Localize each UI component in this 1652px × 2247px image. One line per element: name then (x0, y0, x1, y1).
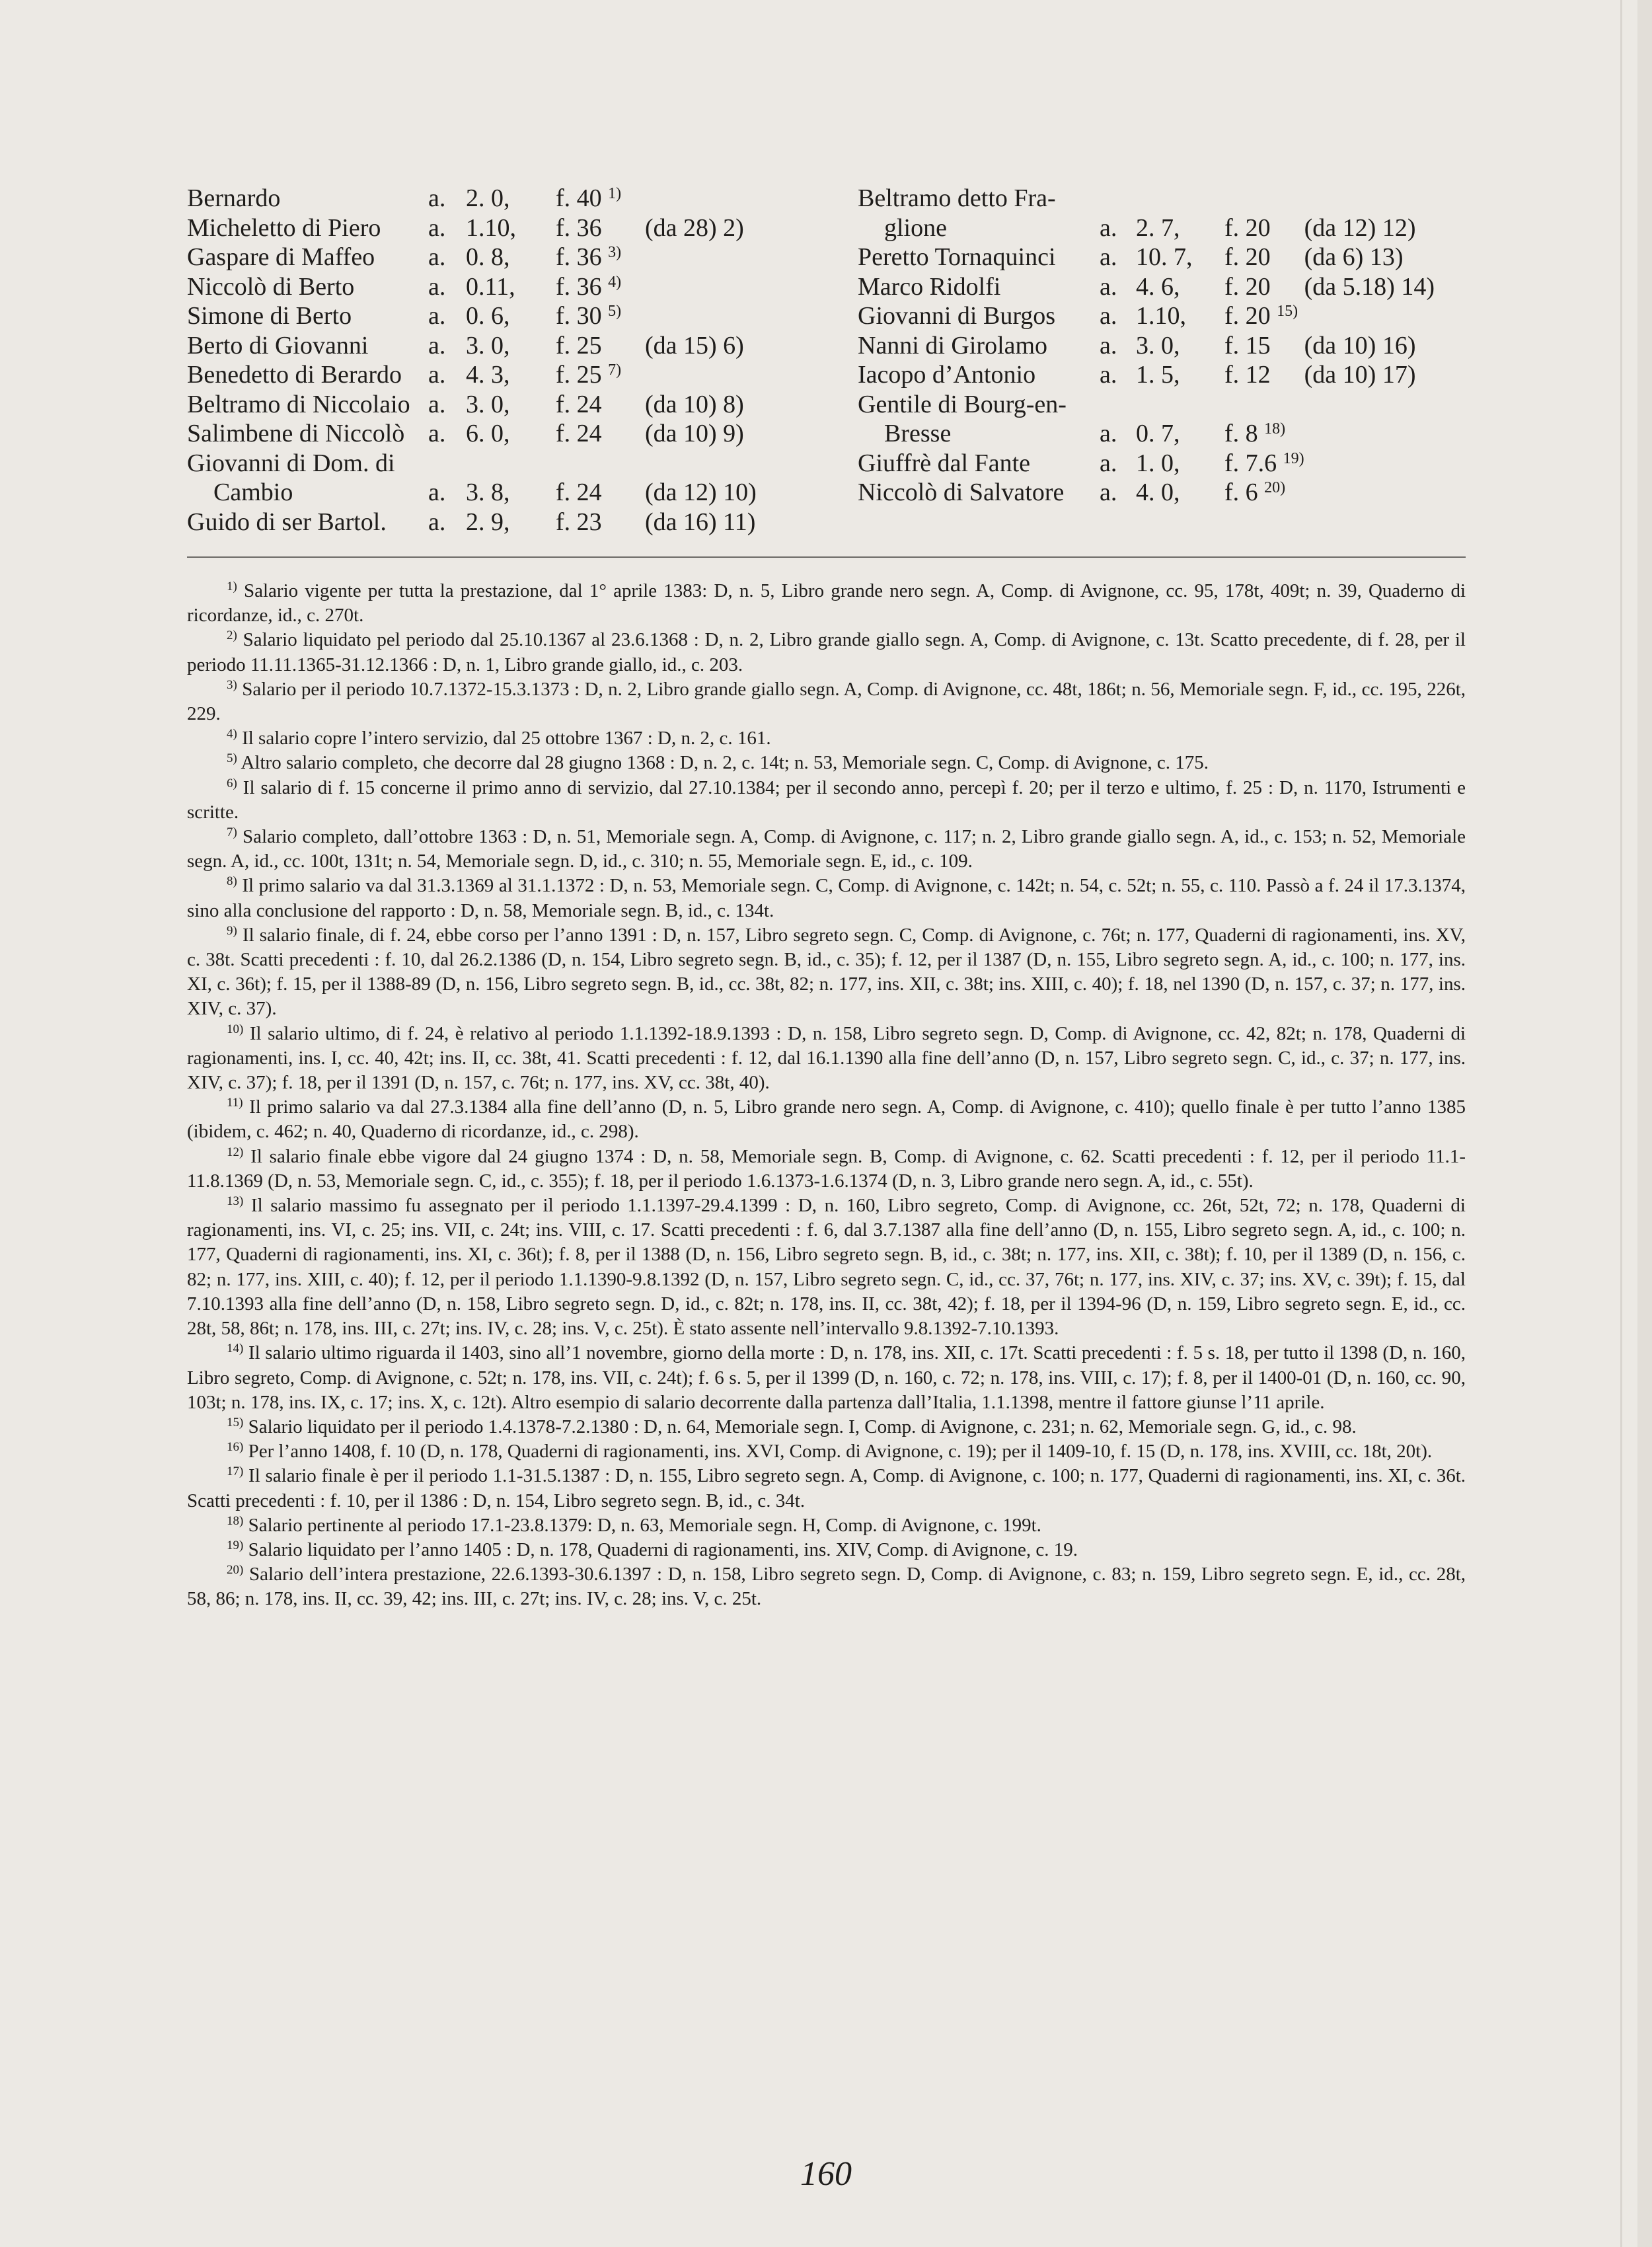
salary-value: f. 12 (1224, 361, 1271, 389)
years-prefix: a. (1100, 361, 1117, 389)
starting-salary: (da 10) 9) (645, 420, 744, 447)
salary-florins (1224, 301, 1304, 331)
table-row (858, 360, 1435, 390)
table-row (858, 449, 1435, 478)
footnote-number: 3) (227, 677, 237, 692)
employee-name: glione (884, 213, 947, 242)
service-duration (1136, 184, 1224, 213)
footnote (187, 1415, 1466, 1439)
footnote (187, 1194, 1466, 1341)
footnotes (187, 579, 1466, 1612)
salary-value: f. 24 (556, 478, 602, 506)
employee-name: Salimbene di Niccolò (187, 420, 405, 447)
years-prefix: a. (1100, 302, 1117, 330)
footnote-ref: 4) (608, 273, 622, 291)
starting-salary (1304, 390, 1435, 420)
service-duration: 10. 7, (1136, 243, 1193, 271)
footnote-ref: 5) (608, 303, 622, 320)
starting-salary (1304, 184, 1435, 213)
footnote (187, 1562, 1466, 1611)
table-row (187, 301, 757, 331)
footnote (187, 1022, 1466, 1096)
footnote-number: 17) (227, 1465, 244, 1479)
salary-table-left (187, 184, 757, 537)
starting-salary (645, 449, 757, 478)
footnote-number: 8) (227, 874, 237, 889)
employee-name: Niccolò di Salvatore (858, 478, 1065, 506)
footnote-text: Salario dell’intera prestazione, 22.6.1393-30.6.1397 : D, n. 158, Libro segreto segn. D, Comp. di Avignone, c. 83; n. 159, Libro segreto segn. E, id., cc. 28t, 58, 86; n. 178, ins. II, cc. 39, 42; ins. III, c. 27t; ins. IV, c. 28; ins. V, c. 25t. (187, 1564, 1466, 1610)
footnote-text: Il salario ultimo, di f. 24, è relativo al periodo 1.1.1392-18.9.1393 : D, n. 158, Libro segreto segn. D, Comp. di Avignone, cc. 42, 82t; n. 178, Quaderni di ragionamenti, ins. I, cc. 40, 42t; ins. II, cc. 38t, 41. Scatti precedenti : f. 12, dal 16.1.1390 alla fine dell’anno (D, n. 157, Libro segreto segn. C, id., c. 37; n. 177, ins. XIV, c. 37); f. 18, per il 1391 (D, n. 157, c. 76t; n. 177, ins. XV, cc. 38t, 40). (187, 1022, 1466, 1094)
salary-florins (1224, 331, 1304, 361)
years-prefix: a. (428, 420, 446, 447)
salary-value: f. 24 (556, 420, 602, 447)
salary-value: f. 7.6 (1224, 449, 1277, 477)
footnote-number: 20) (227, 1563, 244, 1578)
footnote (187, 1095, 1466, 1144)
years-prefix: a. (428, 390, 446, 418)
employee-name: Beltramo di Niccolaio (187, 390, 410, 418)
service-duration: 4. 6, (1136, 272, 1180, 301)
service-duration: 2. 9, (466, 508, 510, 536)
footnote (187, 1538, 1466, 1562)
starting-salary: (da 12) 12) (1304, 213, 1416, 242)
service-duration: 0. 6, (466, 302, 510, 330)
starting-salary: (da 15) 6) (645, 331, 744, 360)
salary-florins (556, 272, 645, 302)
salary-value: f. 30 (556, 302, 602, 330)
starting-salary (1304, 301, 1435, 331)
footnote-ref: 3) (608, 244, 622, 261)
footnote (187, 751, 1466, 775)
service-duration (1136, 390, 1224, 420)
starting-salary (645, 301, 757, 331)
salary-value: f. 6 (1224, 478, 1258, 506)
employee-name: Bernardo (187, 184, 281, 212)
employee-name: Gentile di Bourg-en- (858, 390, 1067, 418)
page-number: 160 (800, 2155, 852, 2193)
footnote-text: Il primo salario va dal 31.3.1369 al 31.1.1372 : D, n. 53, Memoriale segn. C, Comp. di Avignone, c. 142t; n. 54, c. 52t; n. 55, c. 110. Passò a f. 24 il 17.3.1374, sino alla conclusione del rapporto : D, n. 58, Memoriale segn. B, id., c. 134t. (187, 875, 1466, 921)
employee-name: Marco Ridolfi (858, 272, 1001, 301)
table-row (187, 360, 757, 390)
footnote-ref: 7) (608, 362, 622, 379)
table-row (187, 243, 757, 272)
footnote-text: Salario pertinente al periodo 17.1-23.8.1379: D, n. 63, Memoriale segn. H, Comp. di Avignone, c. 199t. (248, 1514, 1041, 1536)
salary-florins (1224, 272, 1304, 302)
table-row (187, 272, 757, 302)
footnote-text: Salario liquidato pel periodo dal 25.10.1367 al 23.6.1368 : D, n. 2, Libro grande giallo segn. A, Comp. di Avignone, c. 13t. Scatto precedente, di f. 28, per il periodo 11.11.1365-31.12.1366 : D, n. 1, Libro grande giallo, id., c. 203. (187, 629, 1466, 675)
table-row (858, 478, 1435, 508)
page-fold (1620, 0, 1622, 2247)
starting-salary (1304, 419, 1435, 449)
years-prefix: a. (1100, 213, 1117, 242)
table-row (858, 390, 1435, 420)
footnote-number: 11) (227, 1096, 243, 1110)
salary-value: f. 15 (1224, 331, 1271, 360)
service-duration: 3. 8, (466, 478, 510, 506)
years-prefix: a. (428, 243, 446, 271)
employee-name: Giovanni di Burgos (858, 302, 1056, 330)
starting-salary: (da 10) 16) (1304, 331, 1416, 360)
footnote (187, 726, 1466, 751)
table-row (187, 449, 757, 478)
footnote-text: Il salario finale ebbe vigore dal 24 giugno 1374 : D, n. 58, Memoriale segn. B, Comp. di Avignone, c. 62. Scatti precedenti : f. 12, per il periodo 11.1-11.8.1369 (D, n. 53, Memoriale segn. C, id., c. 355); f. 18, per il periodo 1.6.1373-1.6.1374 (D, n. 3, Libro grande nero segn. A, id., c. 55t). (187, 1145, 1466, 1192)
service-duration: 2. 7, (1136, 213, 1180, 242)
footnote-text: Il salario finale, di f. 24, ebbe corso per l’anno 1391 : D, n. 157, Libro segreto segn. C, Comp. di Avignone, c. 76t; n. 177, Quaderni di ragionamenti, ins. XV, c. 38t. Scatti precedenti : f. 10, dal 26.2.1386 (D, n. 154, Libro segreto segn. B, id., c. 35); f. 12, per il 1387 (D, n. 155, Libro segreto segn. A, id., c. 100; n. 177, ins. XI, c. 36t); f. 15, per il 1388-89 (D, n. 156, Libro segreto segn. B, id., cc. 38t, 82; n. 177, ins. XII, c. 38t; ins. XIII, c. 40); f. 18, nel 1390 (D, n. 157, c. 37; n. 177, ins. XIV, c. 37). (187, 924, 1466, 1020)
years-prefix: a. (428, 213, 446, 242)
years-prefix: a. (428, 184, 446, 212)
footnote-number: 12) (227, 1145, 244, 1159)
employee-name: Bresse (884, 420, 952, 447)
salary-florins (556, 508, 645, 537)
footnote-text: Salario liquidato per il periodo 1.4.1378-7.2.1380 : D, n. 64, Memoriale segn. I, Comp. di Avignone, c. 231; n. 62, Memoriale segn. G, id., c. 98. (248, 1416, 1357, 1437)
salary-florins (556, 390, 645, 420)
footnote-number: 5) (227, 751, 237, 766)
years-prefix: a. (1100, 243, 1117, 271)
footnote (187, 1464, 1466, 1513)
page-edge (1637, 0, 1652, 2247)
employee-name: Giovanni di Dom. di (187, 449, 395, 477)
years-prefix (428, 449, 466, 478)
salary-value: f. 25 (556, 361, 602, 389)
footnote-number: 1) (227, 580, 237, 593)
table-row (858, 213, 1435, 243)
salary-florins (1224, 243, 1304, 272)
years-prefix (1100, 390, 1136, 420)
salary-florins (556, 419, 645, 449)
table-row (187, 478, 757, 508)
salary-florins (556, 243, 645, 272)
starting-salary: (da 5.18) 14) (1304, 272, 1435, 301)
footnote (187, 1341, 1466, 1415)
salary-florins (556, 360, 645, 390)
employee-name: Nanni di Girolamo (858, 331, 1048, 360)
salary-value: f. 20 (1224, 213, 1271, 242)
service-duration: 1. 5, (1136, 361, 1180, 389)
salary-florins (1224, 449, 1304, 478)
footnote-ref: 18) (1264, 420, 1286, 438)
service-duration: 1.10, (466, 213, 516, 242)
starting-salary: (da 16) 11) (645, 508, 756, 536)
starting-salary (1304, 449, 1435, 478)
employee-name: Iacopo d’Antonio (858, 361, 1036, 389)
footnote-number: 2) (227, 628, 237, 643)
years-prefix: a. (428, 508, 446, 536)
table-row (858, 272, 1435, 302)
employee-name: Peretto Tornaquinci (858, 243, 1056, 271)
table-row (858, 243, 1435, 272)
footnote-text: Il salario di f. 15 concerne il primo anno di servizio, dal 27.10.1384; per il secondo anno, percepì f. 20; per il terzo e ultimo, f. 25 : D, n. 1170, Istrumenti e scritte. (187, 777, 1466, 823)
table-row (187, 184, 757, 213)
starting-salary: (da 10) 17) (1304, 361, 1416, 389)
footnote-text: Salario completo, dall’ottobre 1363 : D, n. 51, Memoriale segn. A, Comp. di Avignone, c. 117; n. 2, Libro grande giallo segn. A, id., c. 153; n. 52, Memoriale segn. A, id., cc. 100t, 131t; n. 54, Memoriale segn. D, id., c. 310; n. 55, Memoriale segn. E, id., c. 109. (187, 826, 1466, 872)
starting-salary (645, 243, 757, 272)
salary-value: f. 36 (556, 243, 602, 271)
salary-florins (556, 331, 645, 361)
years-prefix: a. (1100, 478, 1117, 506)
service-duration: 0. 7, (1136, 420, 1180, 447)
footnote (187, 1513, 1466, 1538)
years-prefix: a. (428, 331, 446, 360)
salary-value: f. 36 (556, 213, 602, 242)
salary-florins (1224, 184, 1304, 213)
salary-value: f. 8 (1224, 420, 1258, 447)
salary-florins (1224, 390, 1304, 420)
salary-florins (556, 184, 645, 213)
service-duration: 3. 0, (466, 390, 510, 418)
footnote-text: Per l’anno 1408, f. 10 (D, n. 178, Quaderni di ragionamenti, ins. XVI, Comp. di Avignone, c. 19); per il 1409-10, f. 15 (D, n. 178, ins. XVIII, cc. 18t, 20t). (248, 1441, 1433, 1463)
footnote-ref: 15) (1277, 303, 1298, 320)
salary-value: f. 24 (556, 390, 602, 418)
years-prefix: a. (1100, 272, 1117, 301)
footnote (187, 677, 1466, 726)
years-prefix: a. (428, 302, 446, 330)
table-row (858, 301, 1435, 331)
service-duration: 1. 0, (1136, 449, 1180, 477)
years-prefix: a. (1100, 420, 1117, 447)
footnote-text: Salario liquidato per l’anno 1405 : D, n. 178, Quaderni di ragionamenti, ins. XIV, Comp. di Avignone, c. 19. (248, 1539, 1078, 1560)
service-duration: 3. 0, (466, 331, 510, 360)
salary-value: f. 20 (1224, 243, 1271, 271)
service-duration: 6. 0, (466, 420, 510, 447)
salary-value: f. 40 (556, 184, 602, 212)
starting-salary: (da 28) 2) (645, 213, 744, 242)
years-prefix: a. (1100, 331, 1117, 360)
service-duration: 0. 8, (466, 243, 510, 271)
footnote-text: Il primo salario va dal 27.3.1384 alla fine dell’anno (D, n. 5, Libro grande nero segn. A, Comp. di Avignone, c. 410); quello finale è per tutto l’anno 1385 (ibidem, c. 462; n. 40, Quaderno di ricordanze, id., c. 298). (187, 1096, 1466, 1143)
footnote (187, 923, 1466, 1022)
footnote-text: Salario vigente per tutta la prestazione, dal 1° aprile 1383: D, n. 5, Libro grande nero segn. A, Comp. di Avignone, cc. 95, 178t, 409t; n. 39, Quaderno di ricordanze, id., c. 270t. (187, 580, 1466, 627)
starting-salary (645, 272, 757, 302)
footnote (187, 1145, 1466, 1194)
years-prefix: a. (1100, 449, 1117, 477)
employee-name: Benedetto di Berardo (187, 361, 402, 389)
footnote-number: 10) (227, 1022, 244, 1036)
years-prefix: a. (428, 361, 446, 389)
footnote-number: 18) (227, 1513, 244, 1528)
service-duration: 4. 0, (1136, 478, 1180, 506)
footnote-text: Altro salario completo, che decorre dal 28 giugno 1368 : D, n. 2, c. 14t; n. 53, Memoriale segn. C, Comp. di Avignone, c. 175. (241, 752, 1209, 774)
employee-name: Niccolò di Berto (187, 272, 355, 301)
salary-value: f. 36 (556, 272, 602, 301)
footnote-rule (187, 556, 1466, 558)
salary-florins (556, 478, 645, 508)
service-duration: 1.10, (1136, 302, 1186, 330)
starting-salary (1304, 478, 1435, 508)
footnote-text: Salario per il periodo 10.7.1372-15.3.1373 : D, n. 2, Libro grande giallo segn. A, Comp. di Avignone, cc. 48t, 186t; n. 56, Memoriale segn. F, id., cc. 195, 226t, 229. (187, 678, 1466, 725)
table-row (187, 508, 757, 537)
footnote-ref: 19) (1283, 449, 1304, 467)
salary-florins (1224, 478, 1304, 508)
employee-name: Beltramo detto Fra- (858, 184, 1056, 212)
footnote-text: Il salario ultimo riguarda il 1403, sino all’1 novembre, giorno della morte : D, n. 178, ins. XII, c. 17t. Scatti precedenti : f. 5 s. 18, per tutto il 1398 (D, n. 160, Libro segreto, Comp. di Avignone, c. 52t; n. 178, ins. VII, c. 24t); f. 6 s. 5, per il 1399 (D, n. 160, c. 72; n. 178, ins. VIII, c. 17); f. 8, per il 1400-01 (D, n. 160, cc. 90, 103t; n. 178, ins. IX, c. 17; ins. X, c. 12t). Altro esempio di salario decorrente dalla partenza dall’Italia, 1.1.1398, mentre il fattore giunse l’11 aprile. (187, 1342, 1466, 1413)
salary-value: f. 23 (556, 508, 602, 536)
starting-salary: (da 6) 13) (1304, 243, 1404, 271)
starting-salary: (da 10) 8) (645, 390, 744, 418)
employee-name: Giuffrè dal Fante (858, 449, 1030, 477)
salary-value: f. 25 (556, 331, 602, 360)
salary-table-right (858, 184, 1435, 508)
service-duration (466, 449, 556, 478)
table-row (187, 419, 757, 449)
starting-salary: (da 12) 10) (645, 478, 757, 506)
table-row (187, 390, 757, 420)
salary-value: f. 20 (1224, 302, 1271, 330)
footnote (187, 579, 1466, 628)
service-duration: 0.11, (466, 272, 515, 301)
employee-name: Cambio (213, 478, 293, 506)
footnote (187, 825, 1466, 874)
salary-florins (1224, 360, 1304, 390)
service-duration: 4. 3, (466, 361, 510, 389)
table-row (858, 184, 1435, 213)
footnote-number: 14) (227, 1342, 244, 1356)
table-row (187, 331, 757, 361)
years-prefix: a. (428, 272, 446, 301)
table-row (858, 331, 1435, 361)
footnote-text: Il salario finale è per il periodo 1.1-31.5.1387 : D, n. 155, Libro segreto segn. A, Comp. di Avignone, c. 100; n. 177, Quaderni di ragionamenti, ins. XI, c. 36t. Scatti precedenti : f. 10, per il 1386 : D, n. 154, Libro segreto segn. B, id., c. 34t. (187, 1465, 1466, 1511)
footnote (187, 874, 1466, 923)
years-prefix (1100, 184, 1136, 213)
footnote (187, 1439, 1466, 1464)
footnote-number: 4) (227, 727, 237, 742)
employee-name: Gaspare di Maffeo (187, 243, 375, 271)
footnote-number: 19) (227, 1538, 244, 1552)
years-prefix: a. (428, 478, 446, 506)
footnote-ref: 20) (1264, 479, 1286, 496)
starting-salary (645, 360, 757, 390)
footnote (187, 776, 1466, 825)
service-duration: 3. 0, (1136, 331, 1180, 360)
table-row (187, 213, 757, 243)
salary-florins (556, 449, 645, 478)
employee-name: Guido di ser Bartol. (187, 508, 387, 536)
footnote-number: 6) (227, 776, 237, 790)
salary-florins (556, 213, 645, 243)
footnote-ref: 1) (608, 185, 622, 202)
footnote-number: 15) (227, 1415, 244, 1429)
employee-name: Simone di Berto (187, 302, 352, 330)
employee-name: Berto di Giovanni (187, 331, 369, 360)
employee-name: Micheletto di Piero (187, 213, 381, 242)
salary-florins (1224, 213, 1304, 243)
footnote-number: 13) (227, 1194, 244, 1209)
salary-florins (556, 301, 645, 331)
salary-florins (1224, 419, 1304, 449)
footnote-number: 9) (227, 923, 237, 938)
footnote (187, 628, 1466, 677)
footnote-number: 7) (227, 825, 237, 840)
salary-value: f. 20 (1224, 272, 1271, 301)
starting-salary (645, 184, 757, 213)
service-duration: 2. 0, (466, 184, 510, 212)
footnote-text: Il salario massimo fu assegnato per il periodo 1.1.1397-29.4.1399 : D, n. 160, Libro segreto, Comp. di Avignone, cc. 26t, 52t, 72; n. 178, Quaderni di ragionamenti, ins. VI, c. 25; ins. VII, c. 24t; ins. VIII, c. 17. Scatti precedenti : f. 6, dal 3.7.1387 alla fine dell’anno (D, n. 155, Libro segreto segn. A, id., c. 100; n. 177, Quaderni di ragionamenti, ins. XI, c. 36t); f. 8, per il 1388 (D, n. 156, Libro segreto segn. B, id., c. 38t; n. 177, ins. XII, c. 38t); f. 10, per il 1389 (D, n. 156, c. 82; n. 177, ins. XIII, c. 40); f. 12, per il periodo 1.1.1390-9.8.1392 (D, n. 157, Libro segreto segn. C, id., cc. 37, 76t; n. 177, ins. XIV, c. 37; ins. XV, c. 39t); f. 15, dal 7.10.1393 alla fine dell’anno (D, n. 158, Libro segreto segn. D, id., c. 82t; n. 178, ins. II, cc. 38t, 42); f. 18, per il 1394-96 (D, n. 159, Libro segreto segn. E, id., cc. 28t, 58, 86t; n. 178, ins. III, c. 27t; ins. IV, c. 28; ins. V, c. 25t). È stato assente nell’intervallo 9.8.1392-7.10.1393. (187, 1195, 1466, 1340)
footnote-text: Il salario copre l’intero servizio, dal 25 ottobre 1367 : D, n. 2, c. 161. (242, 728, 771, 749)
table-row (858, 419, 1435, 449)
footnote-number: 16) (227, 1440, 244, 1455)
